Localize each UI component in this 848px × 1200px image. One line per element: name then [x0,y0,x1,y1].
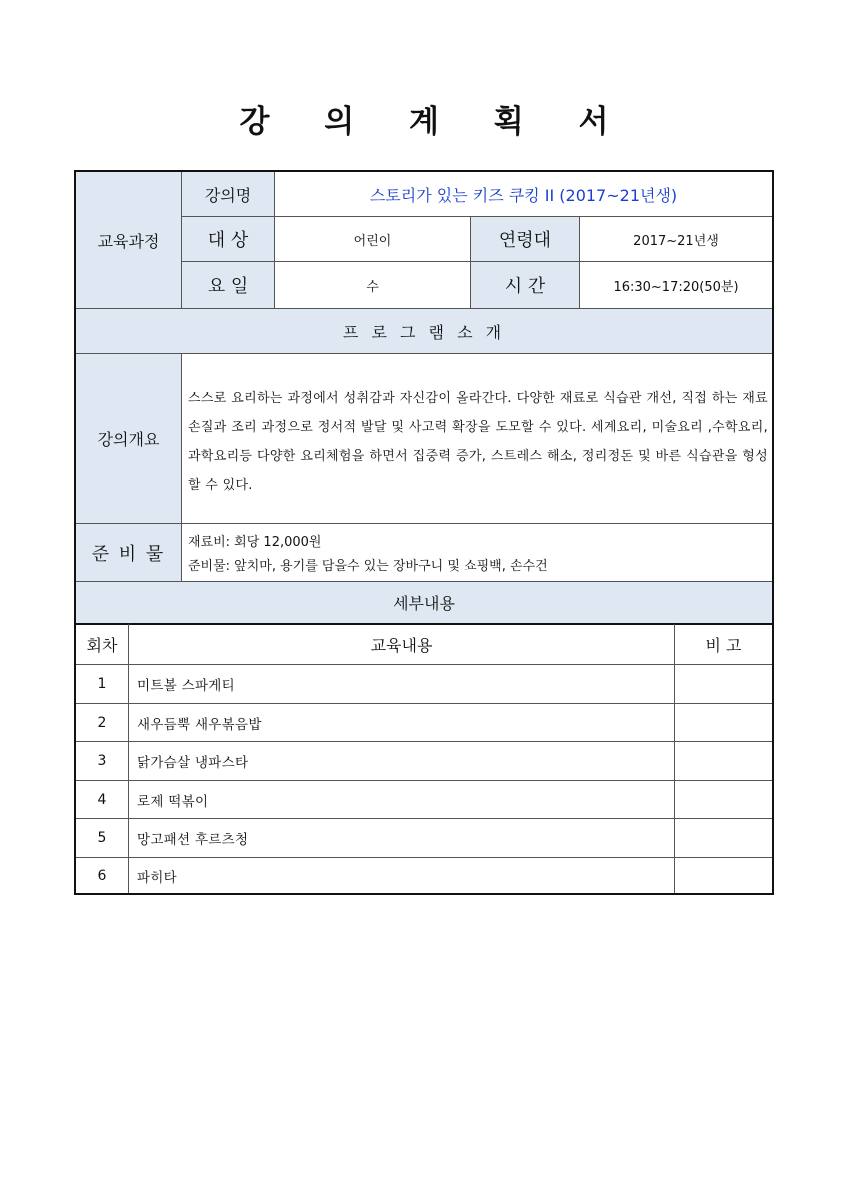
row-content: 닭가슴살 냉파스타 [129,742,675,781]
row-number: 1 [76,665,129,704]
target-label: 대 상 [182,217,275,262]
time-value: 16:30~17:20(50분) [613,279,739,295]
row-content: 망고패션 후르츠청 [129,819,675,858]
row-content: 새우듬뿍 새우볶음밥 [129,704,675,742]
page-title: 강 의 계 획 서 [239,104,631,140]
prep-label: 준 비 물 [76,524,182,581]
col-note-header: 비 고 [675,623,772,665]
row-note [675,704,772,742]
row-note [675,819,772,858]
row-number: 2 [76,704,129,742]
row-number: 6 [76,858,129,893]
row-note [675,665,772,704]
row-note [675,781,772,819]
row-content: 파히타 [129,858,675,893]
detail-header: 세부내용 [76,581,772,623]
target-value: 어린이 [275,217,471,262]
lecture-plan-table [74,170,774,895]
prep-fee: 재료비: 회당 12,000원 [188,535,322,550]
overview-label: 강의개요 [76,354,182,524]
age-value: 2017~21년생 [580,217,772,262]
day-label: 요 일 [182,262,275,308]
course-section-label: 교육과정 [76,172,182,308]
course-name-label: 강의명 [182,172,275,217]
time-label: 시 간 [471,262,580,308]
col-content-header: 교육내용 [129,623,675,665]
row-note [675,858,772,893]
row-content: 로제 떡볶이 [129,781,675,819]
row-number: 3 [76,742,129,781]
overview-text: 스스로 요리하는 과정에서 성취감과 자신감이 올라간다. 다양한 재료로 식습관 개선, 직접 하는 재료 손질과 조리 과정으로 정서적 발달 및 사고력 확장을 도모할 수 있다. 세계요리, 미술요리 ,수학요리, 과학요리등 다양한 요리체험을 하면서 집중력 증가, 스트레스 해소, 정리정돈 및 바른 식습관을 형성할 수 있다. [188,391,768,493]
row-number: 5 [76,819,129,858]
age-label: 연령대 [471,217,580,262]
prep-items: 준비물: 앞치마, 용기를 담을수 있는 장바구니 및 쇼핑백, 손수건 [188,559,548,574]
col-session-header: 회차 [76,623,129,665]
row-note [675,742,772,781]
row-content: 미트볼 스파게티 [129,665,675,704]
row-number: 4 [76,781,129,819]
course-name-value: 스토리가 있는 키즈 쿠킹 II (2017~21년생) [275,172,772,217]
day-value: 수 [275,262,471,308]
program-intro-header: 프 로 그 램 소 개 [76,308,772,354]
